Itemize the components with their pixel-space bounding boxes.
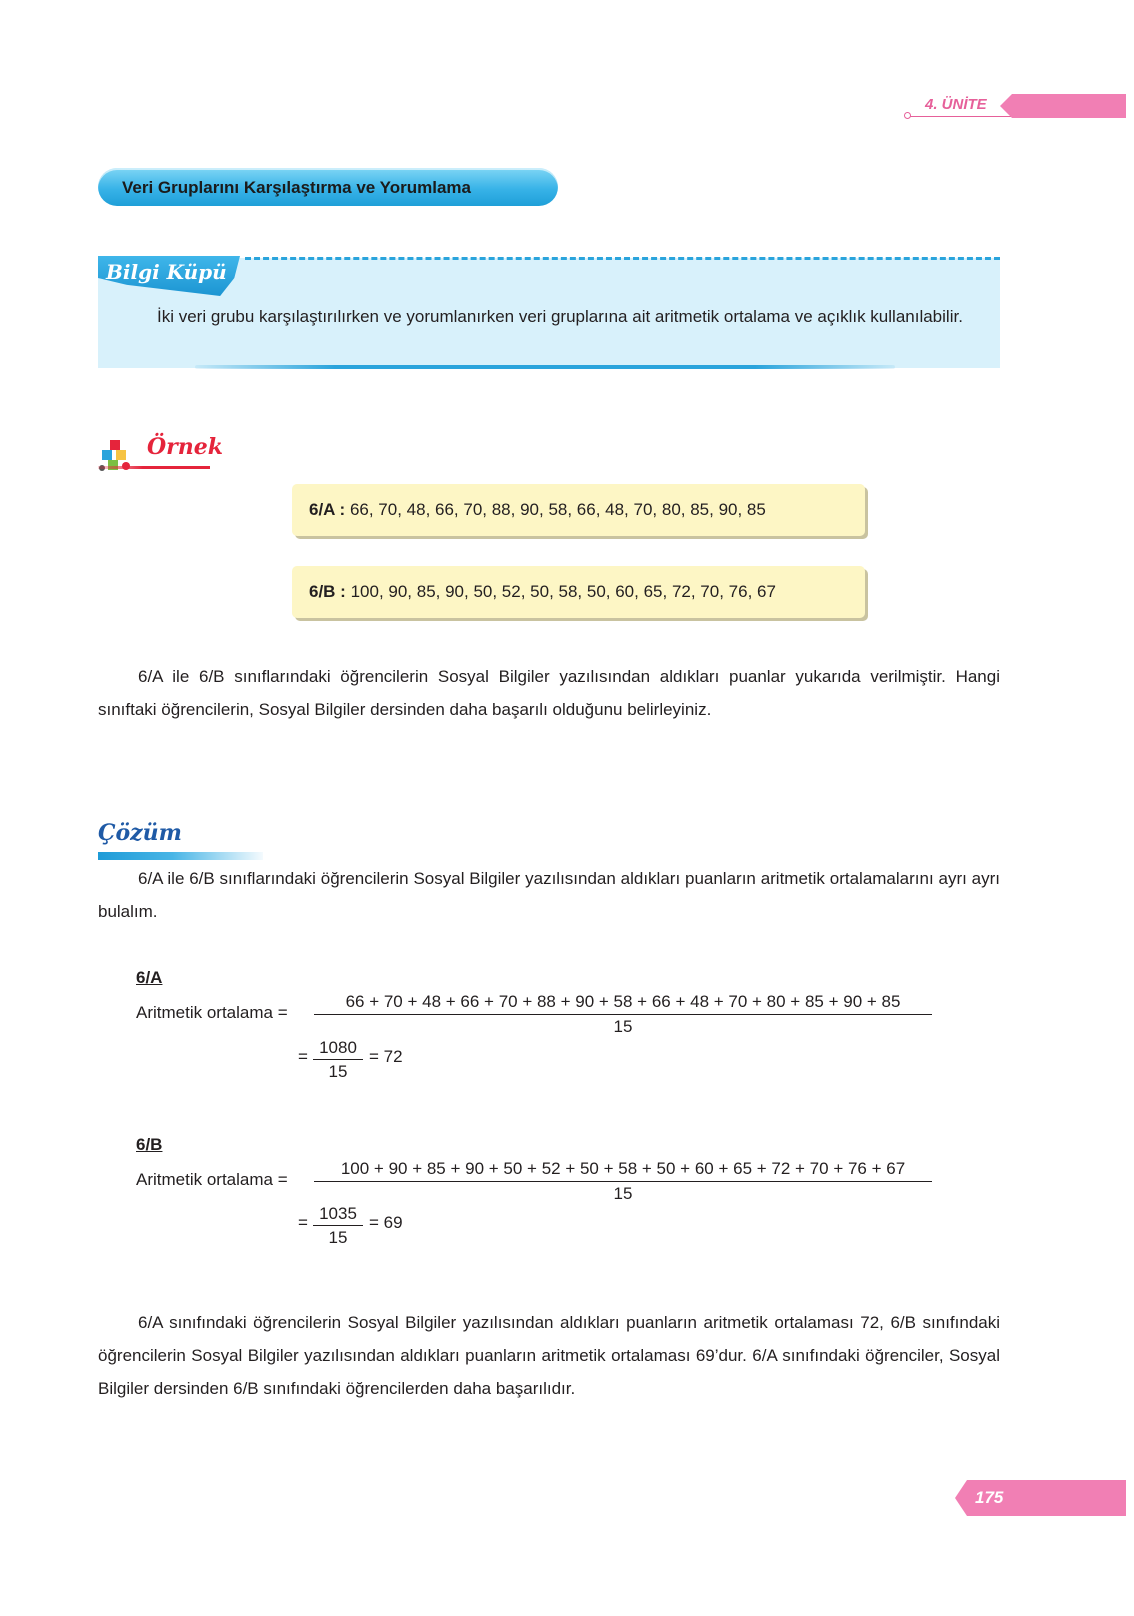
data-label-6b: 6/B : xyxy=(309,582,346,601)
solution-title: Çözüm xyxy=(98,820,182,846)
data-label-6a: 6/A : xyxy=(309,500,346,519)
solution-underline xyxy=(98,852,263,860)
class-a-sum-bar xyxy=(313,1059,363,1060)
info-box-title: Bilgi Küpü xyxy=(106,260,227,284)
solution-intro-text: 6/A ile 6/B sınıflarındaki öğrencilerin Sosyal Bilgiler yazılısından aldıkları puanların aritmetik ortalamalarını ayrı ayrı bulalım. xyxy=(98,869,1000,921)
unit-label: 4. ÜNİTE xyxy=(925,96,987,113)
info-box-text xyxy=(141,302,981,332)
data-values-6b: 100, 90, 85, 90, 50, 52, 50, 58, 50, 60, 65, 72, 70, 76, 67 xyxy=(350,582,776,601)
class-b-mean-label: Aritmetik ortalama = xyxy=(136,1170,288,1189)
unit-header-dot xyxy=(904,112,911,119)
class-b-count: 15 xyxy=(328,1228,348,1247)
unit-header-tab xyxy=(1000,94,1126,118)
class-b-numerator: 100 + 90 + 85 + 90 + 50 + 52 + 50 + 58 + 50 + 60 + 65 + 72 + 70 + 76 + 67 xyxy=(340,1159,906,1178)
solution-intro xyxy=(98,862,1000,928)
class-a-sum: 1080 xyxy=(319,1038,357,1057)
class-b-fraction-bar xyxy=(314,1181,932,1182)
class-a-mean-label: Aritmetik ortalama = xyxy=(136,1003,288,1022)
conclusion xyxy=(98,1306,1000,1405)
page-number: 175 xyxy=(975,1488,1004,1507)
class-a-label: 6/A xyxy=(136,968,163,987)
example-question xyxy=(98,660,1000,726)
conclusion-text: 6/A sınıfındaki öğrencilerin Sosyal Bilgiler yazılısından aldıkları puanların aritmetik ortalaması 72, 6/B sınıfındaki öğrencilerin Sosyal Bilgiler yazılısından aldıkları puanların aritmetik ortalaması 69’dur. 6/A sınıfındaki öğrenciler, Sosyal Bilgiler dersinden 6/B sınıfındaki öğrencilerden daha başarılıdır. xyxy=(98,1313,1000,1398)
data-row-6a xyxy=(309,500,766,520)
info-text-content: İki veri grubu karşılaştırılırken ve yorumlanırken veri gruplarına ait aritmetik ortalama ve açıklık kullanılabilir. xyxy=(157,307,963,326)
class-a-equals: = xyxy=(298,1047,308,1066)
class-b-denominator: 15 xyxy=(613,1184,633,1203)
class-a-denominator: 15 xyxy=(613,1017,633,1036)
class-b-equals: = xyxy=(298,1213,308,1232)
class-a-numerator: 66 + 70 + 48 + 66 + 70 + 88 + 90 + 58 + 66 + 48 + 70 + 80 + 85 + 90 + 85 xyxy=(345,992,901,1011)
info-box-dashed-border xyxy=(245,257,1000,260)
data-values-6a: 66, 70, 48, 66, 70, 88, 90, 58, 66, 48, 70, 80, 85, 90, 85 xyxy=(349,500,766,519)
class-a-fraction-bar xyxy=(314,1014,932,1015)
class-a-count: 15 xyxy=(328,1062,348,1081)
class-b-label: 6/B xyxy=(136,1135,163,1154)
example-title: Örnek xyxy=(147,434,223,460)
class-b-sum: 1035 xyxy=(319,1204,357,1223)
info-box-underline xyxy=(195,365,895,369)
example-underline xyxy=(98,466,210,469)
class-b-result: = 69 xyxy=(369,1213,403,1232)
class-a-result: = 72 xyxy=(369,1047,403,1066)
class-b-sum-bar xyxy=(313,1225,363,1226)
data-row-6b xyxy=(309,582,776,602)
section-title: Veri Gruplarını Karşılaştırma ve Yorumlama xyxy=(122,178,471,197)
example-question-text: 6/A ile 6/B sınıflarındaki öğrencilerin Sosyal Bilgiler yazılısından aldıkları puanlar yukarıda verilmiştir. Hangi sınıftaki öğrencilerin, Sosyal Bilgiler dersinden daha başarılı olduğunu belirleyiniz. xyxy=(98,667,1000,719)
